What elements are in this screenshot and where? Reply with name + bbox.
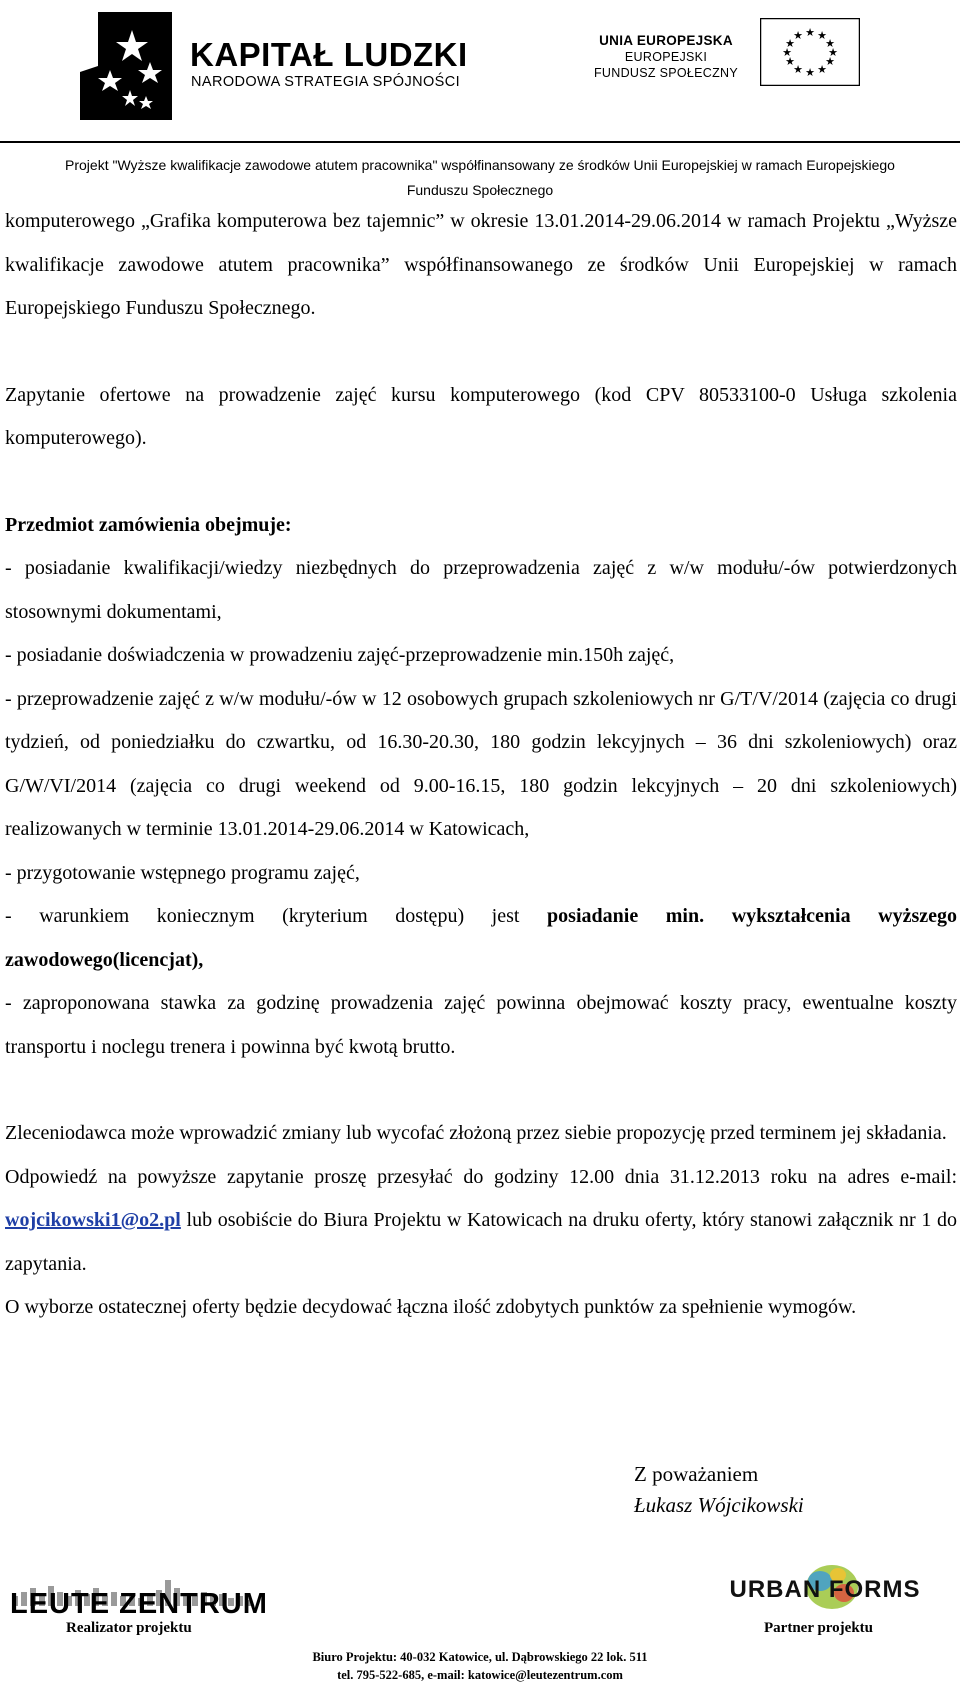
project-funding-line-1: Projekt "Wyższe kwalifikacje zawodowe atutem pracownika" współfinansowany ze środków Unii Europejskiej w ramach Europejskiego: [65, 157, 895, 173]
project-funding-line: [0, 153, 960, 203]
address-line-2: tel. 795-522-685, e-mail: katowice@leutezentrum.com: [337, 1668, 623, 1682]
changes-paragraph: Zleceniodawca może wprowadzić zmiany lub wycofać złożoną przez siebie propozycję przed terminem jej składania.: [5, 1122, 947, 1144]
urban-forms-logo-icon: [720, 1557, 930, 1619]
svg-text:★: ★: [785, 55, 795, 68]
svg-text:★: ★: [793, 29, 803, 42]
urban-forms-logo-text: URBAN FORMS: [729, 1576, 921, 1603]
scope-item-3: - przeprowadzenie zajęć z w/w modułu/-ów w 12 osobowych grupach szkoleniowych nr G/T/V/2014 (zajęcia co drugi tydzień, od poniedziałku do czwartku, od 16.30-20.30, 180 godzin lekcyjnych – 36 dni szkoleniowych) oraz G/W/VI/2014 (zajęcia co drugi weekend od 9.00-16.15, 180 godzin lekcyjnych – 20 dni szkoleniowych) realizowanych w terminie 13.01.2014-29.06.2014 w Katowicach,: [5, 687, 957, 840]
eu-line-2: FUNDUSZ SPOŁECZNY: [593, 66, 738, 80]
eu-flag-icon: [760, 18, 860, 86]
document-body: [5, 200, 957, 1330]
eu-line-1: EUROPEJSKI: [624, 50, 708, 64]
scope-item-5-text: - warunkiem koniecznym (kryterium dostępu) jest: [5, 905, 548, 927]
kapital-ludzki-title: KAPITAŁ LUDZKI: [190, 36, 468, 73]
intro-paragraph: komputerowego „Grafika komputerowa bez tajemnic” w okresie 13.01.2014-29.06.2014 w ramach Projektu „Wyższe kwalifikacje zawodowe atutem pracownika” współfinansowanego ze środków Unii Europejskiej w ramach Europejskiego Funduszu Społecznego.: [5, 210, 957, 319]
realizator-label: Realizator projektu: [66, 1620, 192, 1636]
scope-item-4: - przygotowanie wstępnego programu zajęć,: [5, 861, 360, 884]
svg-text:★: ★: [817, 63, 827, 76]
page-header: [0, 0, 960, 140]
svg-text:★: ★: [805, 26, 815, 39]
signature-closing: Z poważaniem: [634, 1462, 759, 1486]
svg-text:★: ★: [782, 46, 792, 59]
inquiry-paragraph: Zapytanie ofertowe na prowadzenie zajęć kursu komputerowego (kod CPV 80533100-0 Usługa szkolenia komputerowego).: [5, 383, 957, 449]
eu-fund-label: [586, 33, 746, 80]
scope-item-2: - posiadanie doświadczenia w prowadzeniu zajęć-przeprowadzenie min.150h zajęć,: [5, 644, 675, 666]
kapital-ludzki-logo-icon: [80, 12, 190, 120]
reply-paragraph: [5, 1156, 957, 1287]
project-funding-line-2: Funduszu Społecznego: [406, 182, 554, 198]
scope-heading: Przedmiot zamówienia obejmuje:: [5, 513, 292, 536]
scope-item-1: - posiadanie kwalifikacji/wiedzy niezbędnych do przeprowadzenia zajęć z w/w modułu/-ów potwierdzonych stosownymi dokumentami,: [5, 557, 957, 623]
address-line-1: Biuro Projektu: 40-032 Katowice, ul. Dąbrowskiego 22 lok. 511: [312, 1650, 648, 1664]
svg-text:★: ★: [828, 46, 838, 59]
kapital-ludzki-subtitle: NARODOWA STRATEGIA SPÓJNOŚCI: [191, 74, 461, 90]
svg-text:★: ★: [825, 37, 835, 50]
scope-item-5: [5, 895, 957, 982]
project-office-address: [0, 1648, 960, 1684]
contact-email-link[interactable]: wojcikowski1@o2.pl: [5, 1209, 181, 1231]
svg-text:★: ★: [785, 37, 795, 50]
scope-item-6: - zaproponowana stawka za godzinę prowadzenia zajęć powinna obejmować koszty pracy, ewentualne koszty transportu i noclegu trenera i powinna być kwotą brutto.: [5, 992, 957, 1058]
svg-text:★: ★: [793, 63, 803, 76]
eu-title: UNIA EUROPEJSKA: [599, 33, 733, 48]
svg-text:★: ★: [817, 29, 827, 42]
education-requirement: posiadanie min. wykształcenia wyższego zawodowego(licencjat),: [5, 905, 958, 971]
reply-text-prefix: Odpowiedź na powyższe zapytanie proszę przesyłać do godziny 12.00 dnia 31.12.2013 roku na adres e-mail:: [5, 1165, 957, 1188]
signature-name: Łukasz Wójcikowski: [634, 1493, 804, 1517]
svg-text:★: ★: [805, 66, 815, 79]
selection-paragraph: O wyborze ostatecznej oferty będzie decydować łączna ilość zdobytych punktów za spełnienie wymogów.: [5, 1296, 857, 1318]
partner-label: Partner projektu: [764, 1620, 874, 1636]
svg-text:★: ★: [825, 55, 835, 68]
signature-block: [634, 1459, 804, 1521]
reply-text-suffix: lub osobiście do Biura Projektu w Katowicach na druku oferty, który stanowi załącznik nr 1 do zapytania.: [5, 1209, 957, 1275]
header-divider: [0, 141, 960, 143]
realizator-logo-text: LEUTE ZENTRUM: [10, 1588, 268, 1620]
